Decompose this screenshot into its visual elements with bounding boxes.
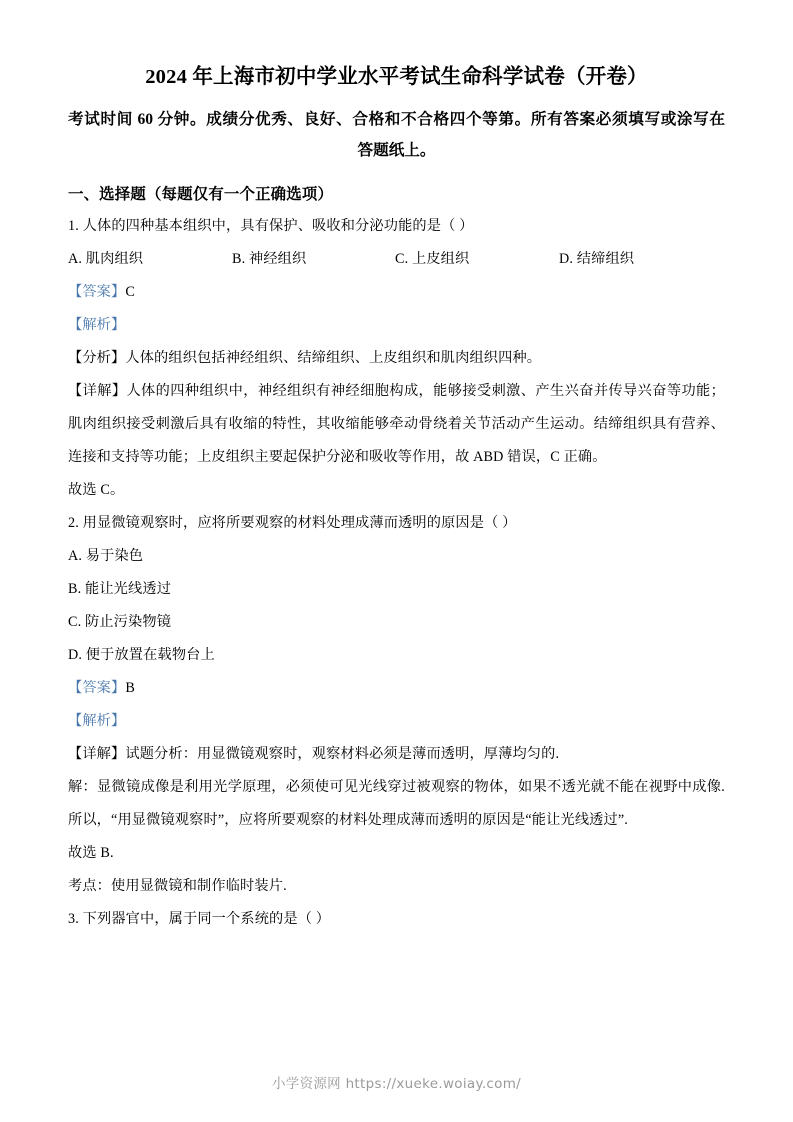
option-1-a[interactable]: A. 肌肉组织 <box>68 251 144 267</box>
question-options-2 <box>68 540 725 672</box>
option-2-c[interactable]: C. 防止污染物镜 <box>68 614 172 630</box>
option-1-d[interactable]: D. 结缔组织 <box>559 251 635 267</box>
analysis-xiangjie-2 <box>68 738 725 771</box>
footer-watermark: 小学资源网 https://xueke.woiay.com/ <box>271 1076 522 1092</box>
option-1-c[interactable]: C. 上皮组织 <box>395 251 470 267</box>
exam-instructions-line-1: 考试时间 60 分钟。成绩分优秀、良好、合格和不合格四个等第。所有答案必须填写或涂写在 <box>68 111 725 128</box>
document-content <box>68 0 725 936</box>
exam-instructions-line-2: 答题纸上。 <box>357 142 436 159</box>
kaodian-2: 考点：使用显微镜和制作临时装片. <box>68 878 287 894</box>
option-2-a[interactable]: A. 易于染色 <box>68 548 144 564</box>
analysis-label-2: 【解析】 <box>68 713 126 729</box>
analysis-label-row-2 <box>68 705 725 738</box>
answer-value-1: C <box>125 284 135 300</box>
section-heading-multiple-choice: 一、选择题（每题仅有一个正确选项） <box>68 186 334 203</box>
question-stem-3: 3. 下列器官中，属于同一个系统的是（ ） <box>68 911 331 927</box>
analysis-fenxi-1 <box>68 342 725 375</box>
answer-label-2: 【答案】 <box>68 680 126 696</box>
answer-label-1: 【答案】 <box>68 284 126 300</box>
analysis-label-row-1 <box>68 309 725 342</box>
page-title: 2024 年上海市初中学业水平考试生命科学试卷（开卷） <box>145 66 648 88</box>
analysis-jie-2: 解：显微镜成像是利用光学原理，必须使可见光线穿过被观察的物体，如果不透光就不能在视野中成像. 所以，“用显微镜观察时”，应将所要观察的材料处理成薄而透明的原因是“能让光线透过”. <box>68 779 725 828</box>
question-options-1 <box>68 243 725 276</box>
fenxi-text-1: 人体的组织包括神经组织、结缔组织、上皮组织和肌肉组织四种。 <box>125 350 542 366</box>
fenxi-label-1: 【分析】 <box>68 350 126 366</box>
answer-row-1 <box>68 276 725 309</box>
analysis-xiangjie-1 <box>68 375 725 474</box>
question-stem-2: 2. 用显微镜观察时，应将所要观察的材料处理成薄而透明的原因是（ ） <box>68 515 517 531</box>
xiangjie-label-2: 【详解】 <box>68 746 126 762</box>
option-1-b[interactable]: B. 神经组织 <box>232 251 307 267</box>
conclusion-1: 故选 C。 <box>68 482 125 498</box>
option-2-d[interactable]: D. 便于放置在载物台上 <box>68 647 215 663</box>
question-stem-1: 1. 人体的四种基本组织中，具有保护、吸收和分泌功能的是（ ） <box>68 218 474 234</box>
option-2-b[interactable]: B. 能让光线透过 <box>68 581 172 597</box>
answer-value-2: B <box>125 680 135 696</box>
xiangjie-label-1: 【详解】 <box>68 383 127 399</box>
xiangjie-text-2: 试题分析：用显微镜观察时，观察材料必须是薄而透明，厚薄均匀的. <box>125 746 560 762</box>
conclusion-2: 故选 B. <box>68 845 114 861</box>
answer-row-2 <box>68 672 725 705</box>
xiangjie-text-1: 人体的四种组织中，神经组织有神经细胞构成，能够接受刺激、产生兴奋并传导兴奋等功能；肌肉组织接受刺激后具有收缩的特性，其收缩能够牵动骨绕着关节活动产生运动。结缔组织具有营养、连接和支持等功能；上皮组织主要起保护分泌和吸收等作用，故 ABD 错误，C 正确。 <box>68 383 726 465</box>
analysis-label-1: 【解析】 <box>68 317 126 333</box>
exam-instructions <box>68 92 725 166</box>
